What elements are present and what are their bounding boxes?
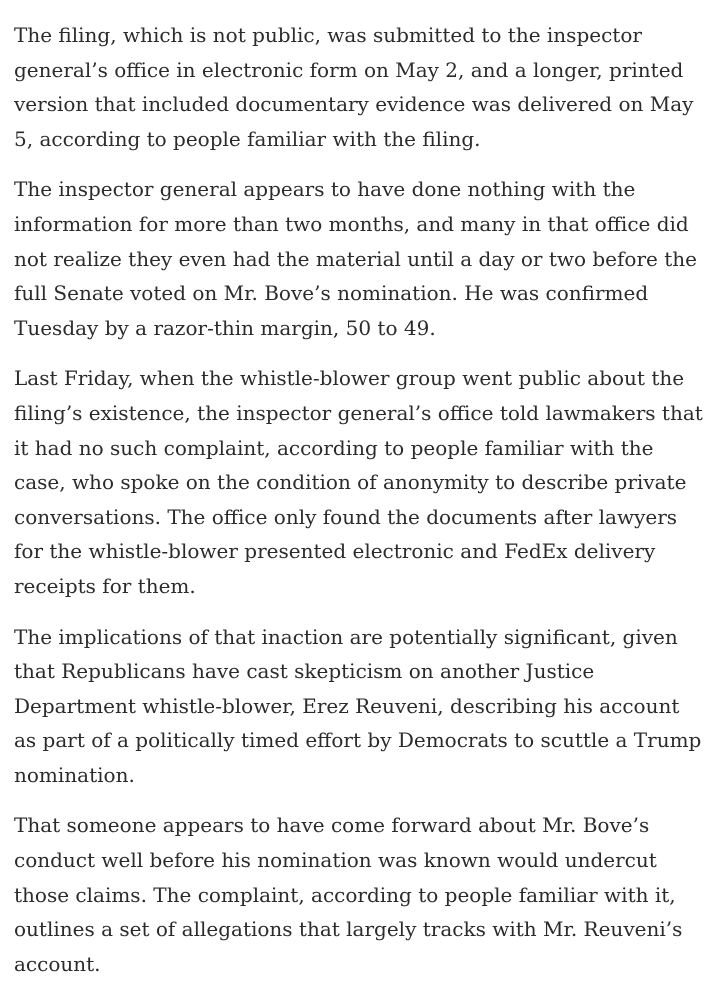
text-line: those claims. The complaint, according to people familiar with it, (14, 882, 676, 907)
text-line: conduct well before his nomination was known would undercut (14, 848, 657, 873)
text-line: The implications of that inaction are potentially significant, given (14, 624, 678, 649)
text-line: conversations. The office only found the documents after lawyers (14, 504, 678, 529)
text-line: as part of a politically timed effort by Democrats to scuttle a Trump (14, 728, 702, 753)
text-line: nomination. (14, 762, 135, 787)
paragraph (14, 172, 714, 345)
text-line: account. (14, 951, 101, 976)
paragraph (14, 620, 714, 793)
text-line: that Republicans have cast skepticism on another Justice (14, 659, 595, 684)
text-line: Tuesday by a razor-thin margin, 50 to 49. (14, 315, 436, 340)
text-line: Last Friday, when the whistle-blower group went public about the (14, 366, 685, 391)
text-line: filing’s existence, the inspector general’s office told lawmakers that (14, 400, 703, 425)
text-line: full Senate voted on Mr. Bove’s nomination. He was confirmed (14, 281, 649, 306)
text-line: outlines a set of allegations that largely tracks with Mr. Reuveni’s (14, 917, 683, 942)
text-line: 5, according to people familiar with the filing. (14, 126, 481, 151)
text-line: for the whistle-blower presented electronic and FedEx delivery (14, 539, 656, 564)
text-line: Department whistle-blower, Erez Reuveni, describing his account (14, 693, 680, 718)
text-line: not realize they even had the material until a day or two before the (14, 246, 697, 271)
text-line: That someone appears to have come forward about Mr. Bove’s (14, 813, 650, 838)
text-line: receipts for them. (14, 573, 196, 598)
text-line: version that included documentary evidence was delivered on May (14, 92, 694, 117)
text-line: case, who spoke on the condition of anonymity to describe private (14, 470, 687, 495)
paragraph (14, 361, 714, 603)
text-line: general’s office in electronic form on May 2, and a longer, printed (14, 57, 684, 82)
paragraph (14, 808, 714, 981)
text-line: it had no such complaint, according to people familiar with the (14, 435, 654, 460)
text-line: The filing, which is not public, was submitted to the inspector (14, 23, 642, 47)
text-line: information for more than two months, and many in that office did (14, 211, 689, 236)
paragraph (14, 18, 714, 156)
text-line: The inspector general appears to have done nothing with the (14, 177, 636, 202)
article-body (14, 18, 714, 997)
